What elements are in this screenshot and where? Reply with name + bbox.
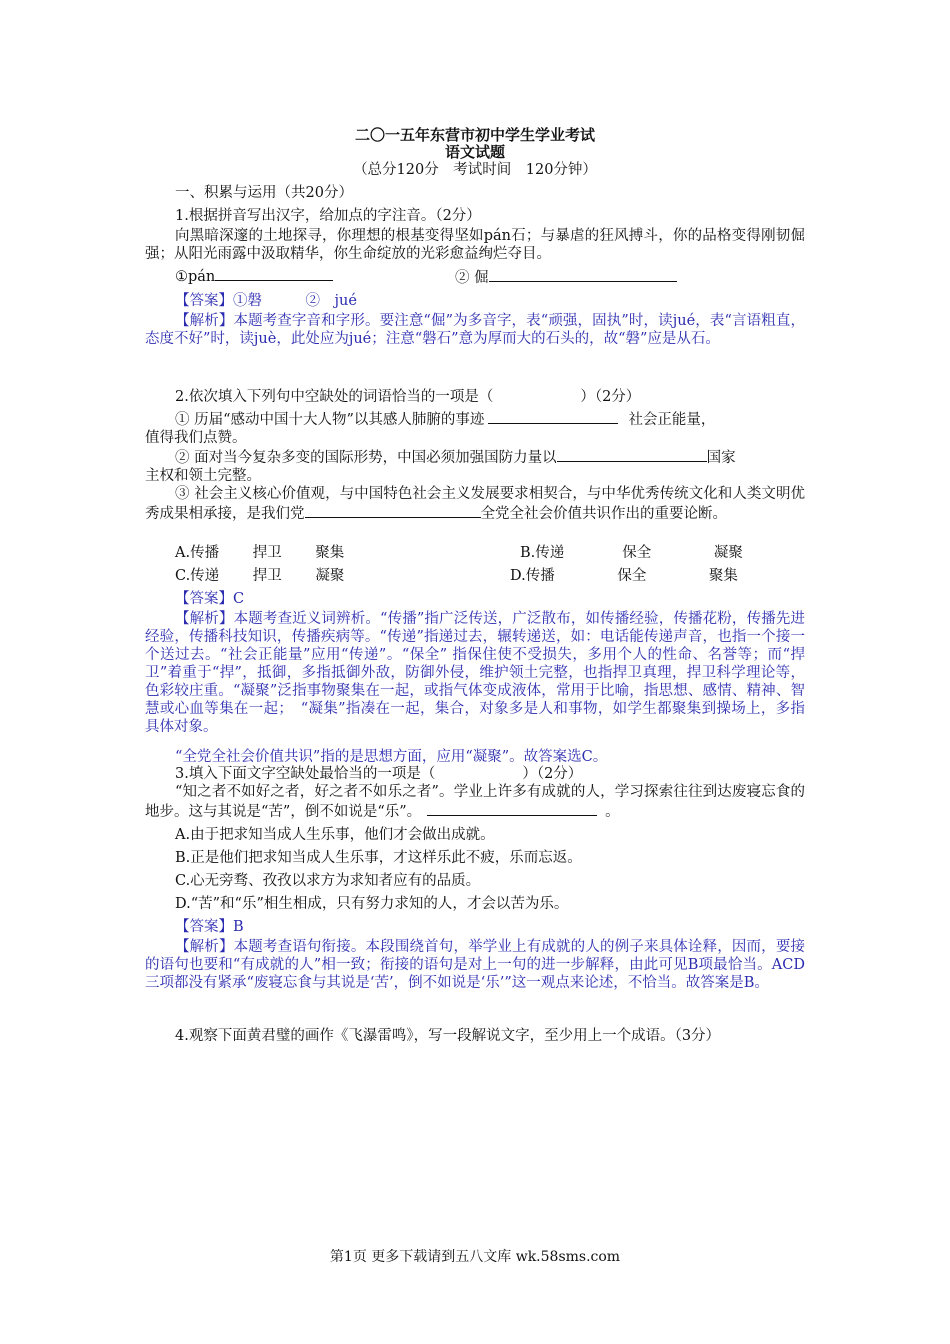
question-1-answer: 【答案】①磐 ② jué [175, 293, 357, 309]
question-2-option-b: B.传递 保全 凝聚 [520, 545, 743, 561]
exam-meta: （总分120分 考试时间 120分钟） [353, 162, 597, 178]
answer-blank-line [489, 267, 677, 282]
question-2-option-a: A.传播 捍卫 聚集 [175, 545, 345, 561]
question-2-sentence-3: ③ 社会主义核心价值观，与中国特色社会主义发展要求相契合，与中华优秀传统文化和人类文明优秀成果相承接，是我们党 全党全社会价值共识作出的重要论断。 [145, 486, 805, 522]
question-3-option-c: C.心无旁骛、孜孜以求方为求知者应有的品质。 [175, 873, 481, 889]
question-1-stem: 1.根据拼音写出汉字，给加点的字注音。（2分） [175, 208, 481, 224]
answer-blank-line [557, 447, 707, 462]
section-heading: 一、积累与运用（共20分） [175, 185, 353, 201]
question-3-option-b: B.正是他们把求知当成人生乐事，才这样乐此不疲，乐而忘返。 [175, 850, 582, 866]
page-footer: 第1页 更多下载请到五八文库 wk.58sms.com [329, 1249, 621, 1265]
question-2-option-d: D.传播 保全 聚集 [510, 568, 738, 584]
answer-blank-line [427, 801, 597, 816]
question-2-option-c: C.传递 捍卫 凝聚 [175, 568, 345, 584]
question-2-sentence-2: ② 面对当今复杂多变的国际形势，中国必须加强国防力量以 国家 [175, 446, 736, 467]
question-3-answer: 【答案】B [175, 919, 244, 935]
answer-blank-line [215, 266, 333, 281]
question-1-blank-1: ①pán [175, 266, 333, 285]
question-2-sentence-1-cont: 值得我们点赞。 [145, 430, 247, 446]
exam-subject: 语文试题 [444, 143, 505, 161]
question-4-stem: 4.观察下面黄君璧的画作《飞瀑雷鸣》，写一段解说文字，至少用上一个成语。（3分） [175, 1028, 721, 1044]
question-1-blank-2: ② 倔 [455, 266, 677, 287]
question-2-sentence-1: ① 历届“感动中国十大人物”以其感人肺腑的事迹 社会正能量， [175, 408, 715, 429]
question-2-stem: 2.依次填入下列句中空缺处的词语恰当的一项是（ ）（2分） [175, 389, 641, 405]
question-3-option-d: D.“苦”和“乐”相生相成，只有努力求知的人，才会以苦为乐。 [175, 896, 569, 912]
exam-title: 二〇一五年东营市初中学生学业考试 [354, 126, 595, 144]
question-1-passage: 向黑暗深邃的土地探寻，你理想的根基变得坚如pán石；与暴虐的狂风搏斗，你的品格变得刚韧倔强；从阳光雨露中汲取精华，你生命绽放的光彩愈益绚烂夺目。 [145, 228, 805, 262]
question-3-option-a: A.由于把求知当成人生乐事，他们才会做出成就。 [175, 827, 495, 843]
answer-blank-line [305, 503, 481, 518]
answer-blank-line [488, 409, 618, 424]
question-2-analysis-conclusion: “全党全社会价值共识”指的是思想方面，应用“凝聚”。故答案选C。 [175, 749, 608, 765]
question-2-sentence-2-cont: 主权和领土完整。 [145, 468, 261, 484]
question-3-passage: “知之者不如好之者，好之者不如乐之者”。学业上许多有成就的人，学习探索往往到达废寝忘食的地步。这与其说是“苦”，倒不如说是“乐”。 。 [145, 784, 805, 820]
question-3-analysis: 【解析】本题考查语句衔接。本段围绕首句，举学业上有成就的人的例子来具体诠释，因而，要接的语句也要和“有成就的人”相一致；衔接的语句是对上一句的进一步解释，由此可见B项最恰当。ACD三项都没有紧承“废寝忘食与其说是‘苦’，倒不如说是‘乐’”这一观点来论述，不恰当。故答案是B。 [145, 939, 805, 991]
question-3-stem: 3.填入下面文字空缺处最恰当的一项是（ ）（2分） [175, 766, 583, 782]
question-1-analysis: 【解析】本题考查字音和字形。要注意“倔”为多音字，表“顽强，固执”时，读jué，表“言语粗直，态度不好”时，读juè，此处应为jué；注意“磐石”意为厚而大的石头的，故“磐”应是从石。 [145, 313, 805, 347]
question-2-answer: 【答案】C [175, 591, 245, 607]
question-2-analysis: 【解析】本题考查近义词辨析。“传播”指广泛传送，广泛散布，如传播经验，传播花粉，传播先进经验，传播科技知识，传播疾病等。“传递”指递过去，辗转递送，如：电话能传递声音，也指一个接一个送过去。“社会正能量”应用“传递”。“保全” 指保住使不受损失，多用个人的性命、名誉等；而“捍卫”着重于“捍”，抵御，多指抵御外敌，防御外侵，维护领土完整，也指捍卫真理，捍卫科学理论等，色彩较庄重。“凝聚”泛指事物聚集在一起，或指气体变成液体，常用于比喻，指思想、感情、精神、智慧或心血等集在一起； “凝集”指凑在一起，集合，对象多是人和事物，如学生都聚集到操场上，多指具体对象。 [145, 611, 805, 735]
